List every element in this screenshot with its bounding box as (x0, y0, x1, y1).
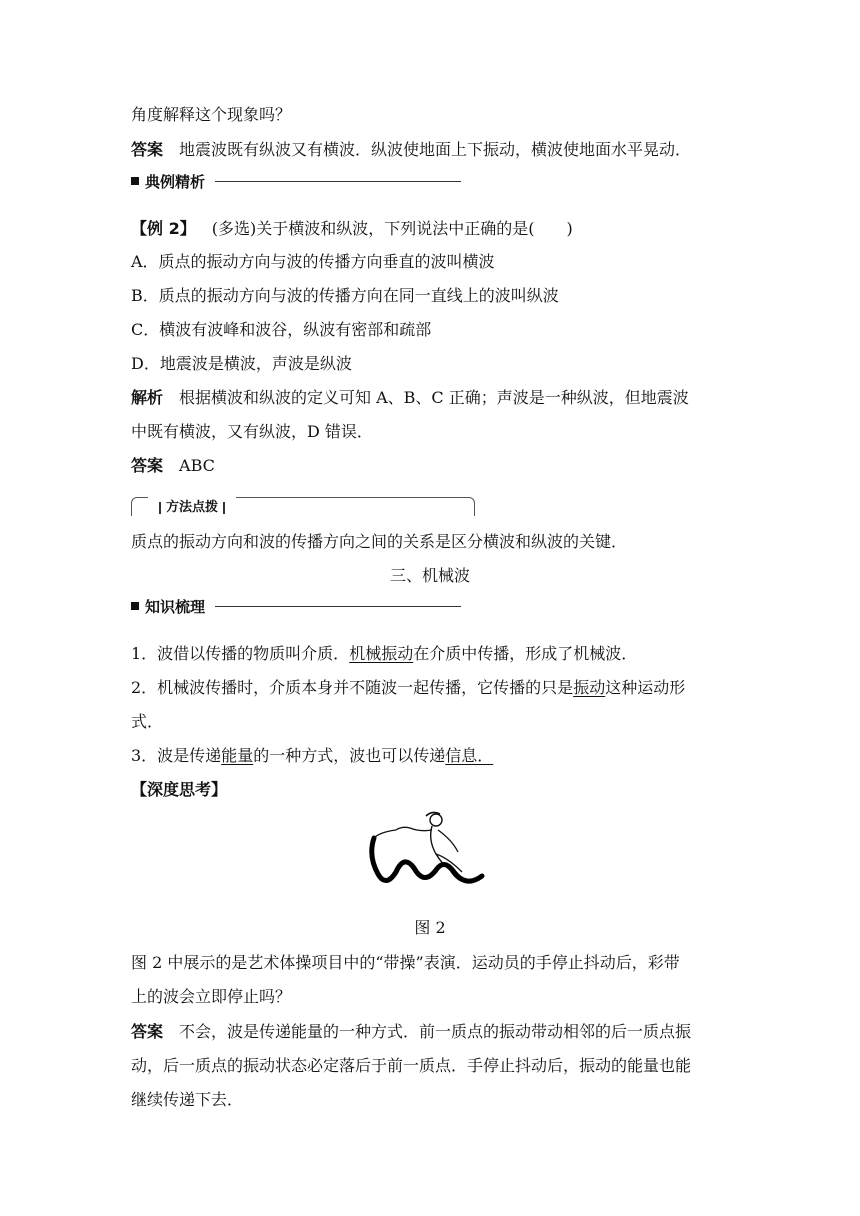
ribbon-stick (374, 830, 396, 838)
ribbon-gymnast-figure (366, 806, 492, 890)
answer-label: 答案 (131, 456, 164, 475)
section-title: 典例精析 (145, 172, 206, 191)
example-question: (多选)关于横波和纵波，下列说法中正确的是( ) (211, 219, 573, 238)
blank-answer: 能量 (221, 746, 254, 765)
intro-line: 角度解释这个现象吗？ (131, 105, 292, 124)
analysis-line-2: 中既有横波，又有纵波，D 错误． (131, 422, 373, 441)
text: 在介质中传播，形成了机械波． (413, 644, 638, 663)
section-heading-3: 三、机械波 (389, 566, 470, 585)
section-examples-header (131, 171, 461, 191)
question-line-1: 图 2 中展示的是艺术体操项目中的“带操”表演．运动员的手停止抖动后，彩带 (131, 953, 680, 972)
answer-2-line-2: 动，后一质点的振动状态必定落后于前一质点．手停止抖动后，振动的能量也能 (131, 1056, 692, 1075)
gymnast-arm-left (396, 827, 432, 830)
blank-answer: 信息． (445, 746, 494, 765)
analysis-label: 解析 (131, 388, 164, 407)
section-title: 知识梳理 (145, 597, 206, 616)
section-knowledge-header (131, 596, 461, 616)
example-tag: 【例 2】 (131, 219, 196, 238)
text: 3．波是传递 (131, 746, 222, 765)
answer-text: 不会，波是传递能量的一种方式．前一质点的振动带动相邻的后一质点振 (179, 1022, 692, 1041)
knowledge-item-2-cont: 式． (131, 712, 164, 731)
square-bullet-icon (131, 177, 139, 185)
knowledge-item-3 (131, 739, 730, 773)
example-answer (131, 449, 730, 483)
analysis-text: 根据横波和纵波的定义可知 A、B、C 正确；声波是一种纵波，但地震波 (179, 388, 689, 407)
question-line-2: 上的波会立即停止吗？ (131, 987, 292, 1006)
answer-label: 答案 (131, 1022, 164, 1041)
example-stem (131, 212, 730, 246)
text: 1．波借以传播的物质叫介质． (131, 644, 350, 663)
option-a: A．质点的振动方向与波的传播方向垂直的波叫横波 (131, 252, 495, 271)
analysis-line-1 (131, 381, 730, 415)
text: 2．机械波传播时，介质本身并不随波一起传播，它传播的只是 (131, 678, 574, 697)
divider (215, 606, 461, 607)
answer-label: 答案 (131, 140, 164, 159)
answer-text: 地震波既有纵波又有横波．纵波使地面上下振动，横波使地面水平晃动． (179, 140, 692, 159)
ribbon-wave (372, 838, 482, 881)
answer-2-line-3: 继续传递下去． (131, 1090, 244, 1109)
option-c: C．横波有波峰和波谷，纵波有密部和疏部 (131, 320, 432, 339)
gymnast-arm-right (438, 830, 458, 852)
answer-text: ABC (179, 456, 215, 475)
gymnast-head (430, 814, 442, 826)
divider (215, 181, 461, 182)
text: 这种运动形 (605, 678, 686, 697)
method-tip-text: 质点的振动方向和波的传播方向之间的关系是区分横波和纵波的关键． (131, 532, 628, 551)
deep-think-heading: 【深度思考】 (131, 780, 228, 799)
blank-answer: 振动 (573, 678, 606, 697)
method-tip-tag: 方法点拨 (148, 496, 236, 515)
option-b: B．质点的振动方向与波的传播方向在同一直线上的波叫纵波 (131, 286, 559, 305)
answer-1 (131, 133, 730, 167)
blank-answer: 机械振动 (349, 644, 414, 663)
figure-caption: 图 2 (414, 918, 446, 937)
text: 的一种方式，波也可以传递 (253, 746, 446, 765)
knowledge-item-2 (131, 671, 730, 705)
square-bullet-icon (131, 602, 139, 610)
knowledge-item-1 (131, 637, 730, 671)
answer-2-line-1 (131, 1015, 730, 1049)
option-d: D．地震波是横波，声波是纵波 (131, 354, 352, 373)
